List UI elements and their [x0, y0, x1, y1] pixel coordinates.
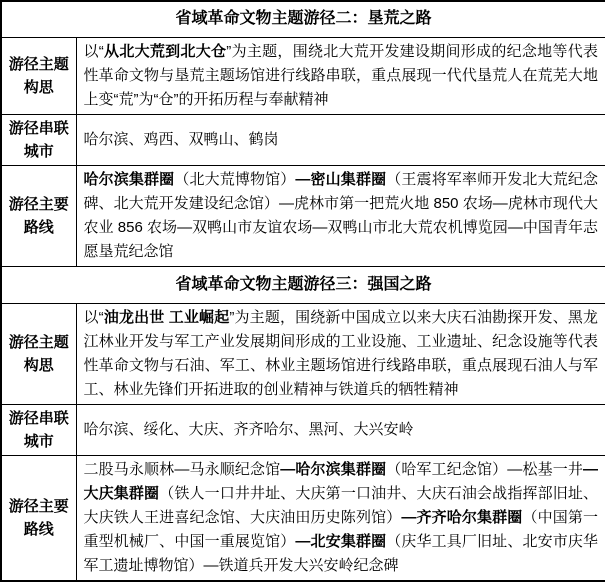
row-label-main-route: 游径主要路线 [1, 165, 76, 266]
row-label-linked-cities: 游径串联城市 [1, 114, 76, 165]
table-row [1, 404, 605, 455]
row-content-main-route: 二股马永顺林—马永顺纪念馆—哈尔滨集群圈（哈军工纪念馆）—松基一井—大庆集群圈（铁人一口井井址、大庆第一口油井、大庆石油会战指挥部旧址、大庆铁人王进喜纪念馆、大庆油田历史陈列馆）—齐齐哈尔集群圈（中国第一重型机械厂、中国一重展览馆）—北安集群圈（庆华工具厂旧址、北安市庆华军工遗址博物馆）—铁道兵开发大兴安岭纪念碑 [76, 455, 605, 581]
table-row [1, 455, 605, 581]
table-row [1, 1, 605, 37]
row-content-linked-cities: 哈尔滨、鸡西、双鸭山、鹤岗 [76, 114, 605, 165]
table-row [1, 303, 605, 404]
section-1-header: 省域革命文物主题游径二：垦荒之路 [1, 1, 605, 37]
row-label-theme-idea: 游径主题构思 [1, 303, 76, 404]
row-label-main-route: 游径主要路线 [1, 455, 76, 581]
row-content-theme-idea: 以“油龙出世 工业崛起”为主题，围绕新中国成立以来大庆石油勘探开发、黑龙江林业开发与军工产业发展期间形成的工业设施、工业遗址、纪念设施等代表性革命文物与石油、军工、林业主题场馆进行线路串联，重点展现石油人与军工、林业先锋们开拓进取的创业精神与铁道兵的牺牲精神 [76, 303, 605, 404]
row-content-linked-cities: 哈尔滨、绥化、大庆、齐齐哈尔、黑河、大兴安岭 [76, 404, 605, 455]
row-label-linked-cities: 游径串联城市 [1, 404, 76, 455]
row-content-main-route: 哈尔滨集群圈（北大荒博物馆）—密山集群圈（王震将军率师开发北大荒纪念碑、北大荒开发建设纪念馆）—虎林市第一把荒火地 850 农场—虎林市现代大农业 856 农场—双鸭山市友谊农场—双鸭山市北大荒农机博览园—中国青年志愿垦荒纪念馆 [76, 165, 605, 266]
table-row [1, 165, 605, 266]
table-row [1, 37, 605, 114]
section-2-header: 省域革命文物主题游径三：强国之路 [1, 266, 605, 303]
row-label-theme-idea: 游径主题构思 [1, 37, 76, 114]
table-row [1, 266, 605, 303]
row-content-theme-idea: 以“从北大荒到北大仓”为主题，围绕北大荒开发建设期间形成的纪念地等代表性革命文物与垦荒主题场馆进行线路串联，重点展现一代代垦荒人在荒芜大地上变“荒”为“仓”的开拓历程与奉献精神 [76, 37, 605, 114]
table-row [1, 114, 605, 165]
